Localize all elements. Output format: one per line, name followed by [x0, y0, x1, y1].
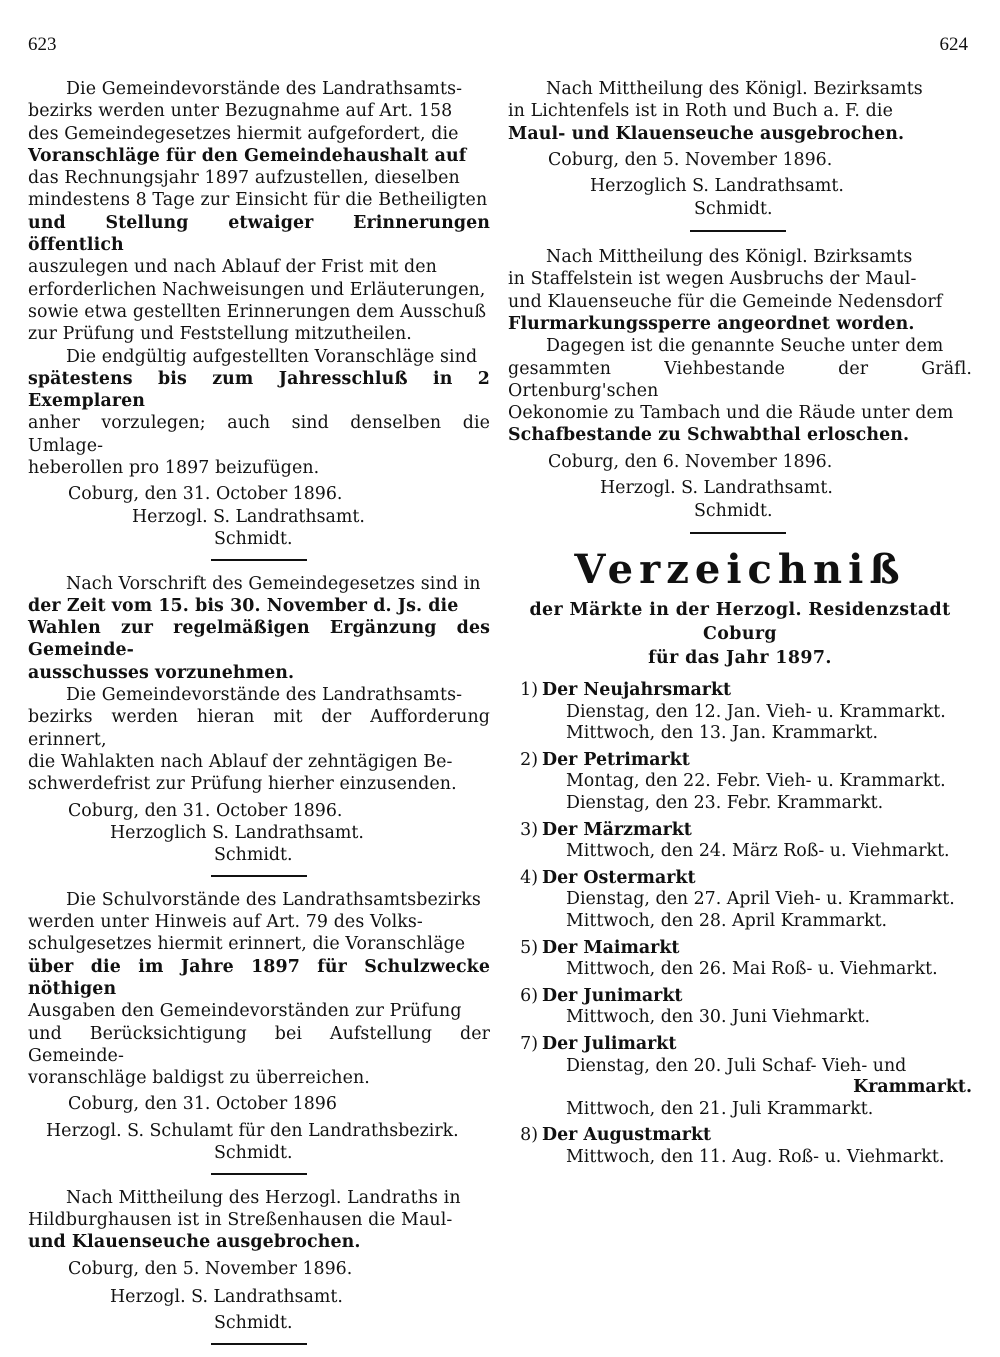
market-entry [508, 986, 972, 1029]
market-heading [508, 750, 972, 772]
market-number: 7) [520, 1033, 538, 1054]
text-line: schwerdefrist zur Prüfung hierher einzusenden. [28, 774, 457, 795]
market-date-row: Dienstag, den 23. Febr. Krammarkt. [566, 792, 884, 813]
text-line: und Berücksichtigung bei Aufstellung der Gemeinde- [28, 1023, 490, 1066]
market-entry [508, 1125, 972, 1168]
separator-rule [690, 230, 786, 232]
market-name: Der Märzmarkt [542, 819, 692, 840]
market-date-row: Mittwoch, den 28. April Krammarkt. [566, 910, 888, 931]
market-number: 1) [520, 680, 538, 700]
text-line: ausschusses vorzunehmen. [28, 662, 295, 683]
signature: Schmidt. [214, 529, 293, 550]
market-heading [508, 680, 972, 702]
signature: Schmidt. [214, 845, 293, 866]
issuing-authority: Herzoglich S. Landrathsamt. [110, 822, 364, 843]
market-number: 3) [520, 819, 538, 840]
market-entry [508, 680, 972, 745]
text-line: in Staffelstein ist wegen Ausbruchs der Maul- [508, 269, 917, 290]
page-number-left: 623 [28, 34, 57, 55]
issuing-authority: Herzogl. S. Landrathsamt. [110, 1286, 343, 1307]
text-line: erforderlichen Nachweisungen und Erläuterungen, [28, 279, 486, 300]
text-line: Schafbestande zu Schwabthal erloschen. [508, 425, 910, 446]
market-heading [508, 938, 972, 960]
separator-rule [690, 532, 786, 534]
market-heading [508, 1125, 972, 1147]
market-date-row: Dienstag, den 20. Juli Schaf- Vieh- und [566, 1055, 907, 1076]
dateline: Coburg, den 31. October 1896. [68, 484, 343, 505]
text-line: anher vorzulegen; auch sind denselben die Umlage- [28, 413, 490, 456]
market-name: Der Petrimarkt [542, 749, 690, 770]
issuing-authority: Herzogl. S. Landrathsamt. [132, 506, 365, 527]
text-line: Voranschläge für den Gemeindehaushalt auf [28, 145, 467, 166]
notice-body [28, 1187, 490, 1254]
text-line: Wahlen zur regelmäßigen Ergänzung des Gemeinde- [28, 618, 490, 661]
text-line: in Lichtenfels ist in Roth und Buch a. F. die [508, 101, 893, 122]
signature: Schmidt. [214, 1313, 293, 1334]
text-line: Die endgültig aufgestellten Voranschläge sind [66, 346, 478, 367]
text-line: gesammten Viehbestande der Gräfl. Ortenburg'schen [508, 358, 972, 401]
market-number: 8) [520, 1125, 538, 1146]
text-line: schulgesetzes hiermit erinnert, die Voranschläge [28, 934, 466, 955]
text-line: Maul- und Klauenseuche ausgebrochen. [508, 123, 905, 144]
notice-parish-budgets [28, 78, 490, 551]
text-line: zur Prüfung und Feststellung mitzutheilen. [28, 324, 412, 345]
text-line: über die im Jahre 1897 für Schulzwecke nöthigen [28, 956, 490, 999]
issuing-authority: Herzogl. S. Schulamt für den Landrathsbezirk. [46, 1120, 459, 1141]
notice-body [28, 78, 490, 479]
dateline: Coburg, den 5. November 1896. [68, 1258, 353, 1279]
text-line: Flurmarkungssperre angeordnet worden. [508, 314, 915, 334]
page-number-right: 624 [939, 34, 968, 55]
notice-body [508, 78, 972, 145]
market-date-row: Dienstag, den 12. Jan. Vieh- u. Krammarkt. [566, 701, 946, 722]
dateline: Coburg, den 6. November 1896. [548, 451, 833, 472]
text-line: Nach Mittheilung des Königl. Bezirksamts [546, 79, 923, 99]
text-line: voranschläge baldigst zu überreichen. [28, 1068, 370, 1089]
market-date-row: Mittwoch, den 21. Juli Krammarkt. [566, 1098, 874, 1119]
text-line: das Rechnungsjahr 1897 aufzustellen, dieselben [28, 168, 460, 189]
market-list [508, 680, 972, 1168]
market-name: Der Maimarkt [542, 937, 680, 958]
separator-rule [211, 1343, 307, 1345]
text-line: des Gemeindegesetzes hiermit aufgefordert, die [28, 123, 459, 144]
text-line: sowie etwa gestellten Erinnerungen dem Ausschuß [28, 301, 487, 322]
market-name: Der Augustmarkt [542, 1125, 712, 1146]
separator-rule [211, 1173, 307, 1175]
market-number: 6) [520, 985, 538, 1006]
text-line: und Klauenseuche ausgebrochen. [28, 1232, 361, 1253]
market-date-row: Mittwoch, den 11. Aug. Roß- u. Viehmarkt. [566, 1146, 945, 1167]
market-name: Der Ostermarkt [542, 867, 696, 888]
market-date-row: Krammarkt. [853, 1077, 972, 1098]
text-line: Nach Mittheilung des Herzogl. Landraths in [66, 1187, 461, 1208]
text-line: mindestens 8 Tage zur Einsicht für die Betheiligten [28, 190, 488, 211]
text-line: werden unter Hinweis auf Art. 79 des Volks- [28, 912, 423, 933]
text-line: Ausgaben den Gemeindevorständen zur Prüfung [28, 1001, 462, 1022]
market-entry [508, 1034, 972, 1120]
text-line: der Zeit vom 15. bis 30. November d. Js. die [28, 595, 459, 616]
separator-rule [211, 559, 307, 561]
signature: Schmidt. [694, 500, 773, 521]
text-line: und Klauenseuche für die Gemeinde Nedensdorf [508, 291, 943, 312]
market-name: Der Julimarkt [542, 1033, 677, 1054]
market-number: 4) [520, 867, 538, 888]
text-line: und Stellung etwaiger Erinnerungen öffentlich [28, 212, 490, 256]
text-line: bezirks werden hieran mit der Aufforderung erinnert, [28, 707, 490, 750]
market-entry [508, 868, 972, 933]
text-line: Dagegen ist die genannte Seuche unter dem [546, 336, 944, 357]
market-entry [508, 938, 972, 981]
dateline: Coburg, den 5. November 1896. [548, 149, 833, 170]
market-heading [508, 868, 972, 890]
text-line: Oekonomie zu Tambach und die Räude unter dem [508, 403, 954, 424]
issuing-authority: Herzoglich S. Landrathsamt. [590, 176, 844, 197]
text-line: Nach Mittheilung des Königl. Bzirksamts [546, 247, 913, 268]
directory-subtitle: der Märkte in der Herzogl. Residenzstadt Coburg [529, 600, 951, 644]
text-line: heberollen pro 1897 beizufügen. [28, 458, 320, 479]
market-heading [508, 820, 972, 842]
notice-body [28, 889, 490, 1090]
directory-year: für das Jahr 1897. [648, 648, 832, 668]
market-heading [508, 1034, 972, 1056]
market-date-row: Dienstag, den 27. April Vieh- u. Krammarkt. [566, 889, 955, 910]
text-line: Die Gemeindevorstände des Landrathsamts- [66, 79, 463, 99]
text-line: auszulegen und nach Ablauf der Frist mit den [28, 257, 437, 278]
market-date-row: Mittwoch, den 24. März Roß- u. Viehmarkt. [566, 841, 950, 862]
market-directory [508, 548, 972, 1168]
text-line: Nach Vorschrift des Gemeindegesetzes sind in [66, 573, 481, 594]
market-date-row: Mittwoch, den 26. Mai Roß- u. Viehmarkt. [566, 959, 938, 980]
market-number: 2) [520, 749, 538, 770]
text-line: Hildburghausen ist in Streßenhausen die Maul- [28, 1209, 453, 1230]
notice-lichtenfels [508, 78, 972, 220]
left-column [28, 78, 490, 1357]
right-column [508, 78, 972, 1168]
text-line: die Wahlakten nach Ablauf der zehntägigen Be- [28, 751, 453, 772]
text-line: Die Gemeindevorstände des Landrathsamts- [66, 685, 463, 706]
market-heading [508, 986, 972, 1008]
signature: Schmidt. [214, 1143, 293, 1164]
separator-rule [211, 875, 307, 877]
market-entry [508, 750, 972, 815]
market-date-row: Montag, den 22. Febr. Vieh- u. Krammarkt. [566, 771, 946, 792]
notice-body [508, 246, 972, 447]
notice-hildburghausen [28, 1187, 490, 1335]
market-entry [508, 820, 972, 863]
notice-school-budgets [28, 889, 490, 1165]
notice-body [28, 573, 490, 796]
notice-staffelstein [508, 246, 972, 522]
directory-title: Verzeichniß [574, 546, 906, 593]
signature: Schmidt. [694, 198, 773, 219]
market-date-row: Mittwoch, den 13. Jan. Krammarkt. [566, 723, 879, 744]
market-name: Der Neujahrsmarkt [542, 680, 732, 700]
text-line: bezirks werden unter Bezugnahme auf Art. 158 [28, 101, 453, 122]
issuing-authority: Herzogl. S. Landrathsamt. [600, 478, 833, 499]
dateline: Coburg, den 31. October 1896 [68, 1094, 337, 1115]
market-date-row: Mittwoch, den 30. Juni Viehmarkt. [566, 1007, 871, 1028]
market-name: Der Junimarkt [542, 985, 683, 1006]
dateline: Coburg, den 31. October 1896. [68, 800, 343, 821]
text-line: spätestens bis zum Jahresschluß in 2 Exemplaren [28, 368, 490, 412]
market-number: 5) [520, 937, 538, 958]
notice-elections [28, 573, 490, 867]
text-line: Die Schulvorstände des Landrathsamtsbezirks [66, 889, 481, 910]
